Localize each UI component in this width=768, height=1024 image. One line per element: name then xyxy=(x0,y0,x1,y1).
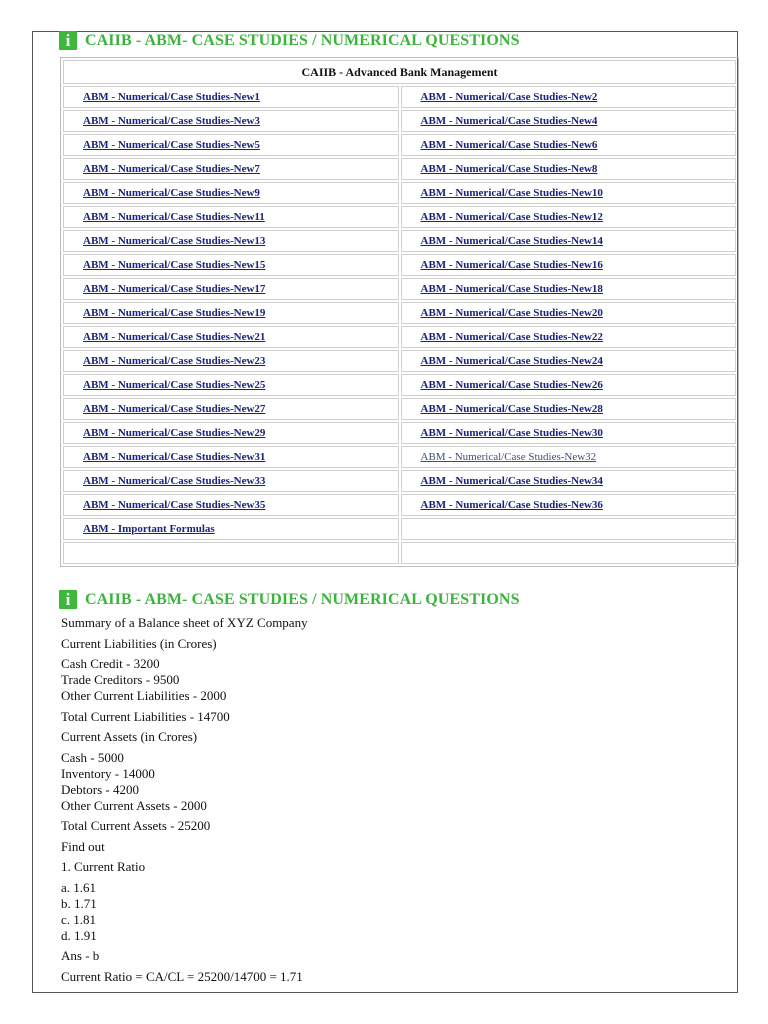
text-line: Cash - 5000 xyxy=(61,749,124,765)
case-study-link[interactable]: ABM - Numerical/Case Studies-New6 xyxy=(420,139,598,151)
text-line: 1. Current Ratio xyxy=(61,859,146,874)
text-line: a. 1.61 xyxy=(61,879,97,895)
case-study-link[interactable]: ABM - Numerical/Case Studies-New4 xyxy=(420,115,598,127)
table-cell xyxy=(63,470,399,492)
case-study-link[interactable]: ABM - Numerical/Case Studies-New17 xyxy=(83,283,266,295)
table-title: CAIIB - Advanced Bank Management xyxy=(63,60,736,84)
text-line: Summary of a Balance sheet of XYZ Company xyxy=(61,615,308,630)
table-row xyxy=(63,422,736,444)
table-cell xyxy=(401,206,737,228)
text-line: Total Current Assets - 25200 xyxy=(61,818,211,833)
case-study-link[interactable]: ABM - Numerical/Case Studies-New27 xyxy=(83,403,266,415)
text-line: Current Assets (in Crores) xyxy=(61,729,198,744)
case-study-link[interactable]: ABM - Numerical/Case Studies-New11 xyxy=(83,211,265,223)
table-cell xyxy=(63,398,399,420)
case-study-link[interactable]: ABM - Numerical/Case Studies-New9 xyxy=(83,187,260,199)
case-study-link[interactable]: ABM - Numerical/Case Studies-New2 xyxy=(420,91,598,103)
case-study-link[interactable]: ABM - Numerical/Case Studies-New15 xyxy=(83,259,266,271)
case-study-link[interactable]: ABM - Numerical/Case Studies-New33 xyxy=(83,475,266,487)
text-paragraph xyxy=(61,656,721,704)
table-cell xyxy=(401,518,737,540)
table-cell xyxy=(401,278,737,300)
case-study-link[interactable]: ABM - Numerical/Case Studies-New8 xyxy=(420,163,598,175)
text-line: Other Current Assets - 2000 xyxy=(61,797,207,813)
table-cell xyxy=(63,110,399,132)
table-cell xyxy=(401,542,737,564)
case-study-link[interactable]: ABM - Numerical/Case Studies-New16 xyxy=(420,259,603,271)
case-study-link[interactable]: ABM - Numerical/Case Studies-New13 xyxy=(83,235,266,247)
text-paragraph xyxy=(61,839,721,855)
case-study-link[interactable]: ABM - Numerical/Case Studies-New1 xyxy=(83,91,260,103)
table-cell xyxy=(63,86,399,108)
section-heading-top xyxy=(59,31,520,50)
table-cell xyxy=(401,86,737,108)
case-study-link[interactable]: ABM - Numerical/Case Studies-New23 xyxy=(83,355,266,367)
case-study-link[interactable]: ABM - Numerical/Case Studies-New30 xyxy=(420,427,603,439)
table-cell xyxy=(401,158,737,180)
case-study-link[interactable]: ABM - Numerical/Case Studies-New21 xyxy=(83,331,266,343)
section-heading-bottom xyxy=(59,590,520,609)
table-row xyxy=(63,350,736,372)
table-cell xyxy=(63,158,399,180)
info-icon: i xyxy=(59,590,77,609)
table-cell xyxy=(63,278,399,300)
table-cell xyxy=(401,422,737,444)
case-study-link[interactable]: ABM - Numerical/Case Studies-New25 xyxy=(83,379,266,391)
table-cell xyxy=(63,542,399,564)
table-row xyxy=(63,230,736,252)
case-study-link[interactable]: ABM - Numerical/Case Studies-New26 xyxy=(420,379,603,391)
text-line: c. 1.81 xyxy=(61,911,97,927)
case-study-link[interactable]: ABM - Numerical/Case Studies-New34 xyxy=(420,475,603,487)
table-row xyxy=(63,86,736,108)
table-row xyxy=(63,278,736,300)
table-row xyxy=(63,398,736,420)
table-row xyxy=(63,542,736,564)
text-line: Current Liabilities (in Crores) xyxy=(61,635,217,651)
case-study-link[interactable]: ABM - Numerical/Case Studies-New20 xyxy=(420,307,603,319)
case-study-link[interactable]: ABM - Numerical/Case Studies-New3 xyxy=(83,115,260,127)
links-table xyxy=(60,57,739,567)
table-cell xyxy=(63,494,399,516)
table-row xyxy=(63,158,736,180)
case-study-link[interactable]: ABM - Numerical/Case Studies-New5 xyxy=(83,139,260,151)
table-row xyxy=(63,110,736,132)
case-study-link[interactable]: ABM - Numerical/Case Studies-New19 xyxy=(83,307,266,319)
table-row xyxy=(63,374,736,396)
case-study-link[interactable]: ABM - Numerical/Case Studies-New7 xyxy=(83,163,260,175)
table-cell xyxy=(401,230,737,252)
case-study-link[interactable]: ABM - Important Formulas xyxy=(83,523,215,535)
table-row xyxy=(63,494,736,516)
case-study-link[interactable]: ABM - Numerical/Case Studies-New18 xyxy=(420,283,603,295)
table-row xyxy=(63,302,736,324)
text-line: Cash Credit - 3200 xyxy=(61,656,160,671)
case-study-link[interactable]: ABM - Numerical/Case Studies-New14 xyxy=(420,235,603,247)
info-icon: i xyxy=(59,31,77,50)
table-cell xyxy=(401,182,737,204)
table-cell xyxy=(401,374,737,396)
section-heading-text: CAIIB - ABM- CASE STUDIES / NUMERICAL QUESTIONS xyxy=(85,590,520,608)
table-cell xyxy=(401,350,737,372)
text-paragraph xyxy=(61,969,721,985)
table-cell xyxy=(63,374,399,396)
text-paragraph xyxy=(61,859,721,875)
case-study-link[interactable]: ABM - Numerical/Case Studies-New29 xyxy=(83,427,266,439)
text-paragraph xyxy=(61,818,721,834)
table-cell xyxy=(401,326,737,348)
table-cell xyxy=(63,230,399,252)
table-row xyxy=(63,254,736,276)
table-cell xyxy=(63,134,399,156)
case-study-text xyxy=(61,615,721,989)
table-cell xyxy=(401,134,737,156)
text-paragraph xyxy=(61,948,721,964)
text-line: Trade Creditors - 9500 xyxy=(61,672,180,687)
table-cell xyxy=(401,254,737,276)
case-study-link[interactable]: ABM - Numerical/Case Studies-New35 xyxy=(83,499,266,511)
table-row xyxy=(63,182,736,204)
table-cell xyxy=(63,326,399,348)
table-cell xyxy=(401,470,737,492)
table-row xyxy=(63,470,736,492)
case-study-link[interactable]: ABM - Numerical/Case Studies-New22 xyxy=(420,331,603,343)
table-cell xyxy=(63,182,399,204)
text-paragraph xyxy=(61,729,721,745)
table-cell xyxy=(401,494,737,516)
table-row xyxy=(63,446,736,468)
case-study-link[interactable]: ABM - Numerical/Case Studies-New10 xyxy=(420,187,603,199)
table-cell xyxy=(401,398,737,420)
text-line: Debtors - 4200 xyxy=(61,781,139,797)
text-paragraph xyxy=(61,709,721,725)
table-row xyxy=(63,134,736,156)
table-cell xyxy=(63,422,399,444)
table-cell xyxy=(63,350,399,372)
case-study-link[interactable]: ABM - Numerical/Case Studies-New28 xyxy=(420,403,603,415)
text-paragraph xyxy=(61,880,721,944)
text-line: Ans - b xyxy=(61,948,100,963)
section-heading-text: CAIIB - ABM- CASE STUDIES / NUMERICAL QUESTIONS xyxy=(85,31,520,49)
table-cell xyxy=(401,302,737,324)
table-row xyxy=(63,326,736,348)
text-line: b. 1.71 xyxy=(61,895,97,911)
table-cell xyxy=(63,254,399,276)
table-row xyxy=(63,518,736,540)
text-line: Inventory - 14000 xyxy=(61,765,155,781)
text-line: Current Ratio = CA/CL = 25200/14700 = 1.71 xyxy=(61,968,303,984)
table-cell xyxy=(63,302,399,324)
text-line: d. 1.91 xyxy=(61,927,97,943)
text-line: Find out xyxy=(61,838,105,854)
case-study-link[interactable]: ABM - Numerical/Case Studies-New12 xyxy=(420,211,603,223)
case-study-link[interactable]: ABM - Numerical/Case Studies-New31 xyxy=(83,451,266,463)
case-study-link[interactable]: ABM - Numerical/Case Studies-New32 xyxy=(420,451,597,463)
table-cell xyxy=(63,518,399,540)
case-study-link[interactable]: ABM - Numerical/Case Studies-New24 xyxy=(420,355,603,367)
text-line: Total Current Liabilities - 14700 xyxy=(61,708,230,724)
text-paragraph xyxy=(61,636,721,652)
case-study-link[interactable]: ABM - Numerical/Case Studies-New36 xyxy=(420,499,603,511)
table-cell xyxy=(63,206,399,228)
table-cell xyxy=(401,446,737,468)
text-paragraph xyxy=(61,615,721,631)
text-line: Other Current Liabilities - 2000 xyxy=(61,688,227,703)
table-row xyxy=(63,206,736,228)
text-paragraph xyxy=(61,750,721,814)
links-table-body xyxy=(63,86,736,564)
table-cell xyxy=(63,446,399,468)
table-cell xyxy=(401,110,737,132)
